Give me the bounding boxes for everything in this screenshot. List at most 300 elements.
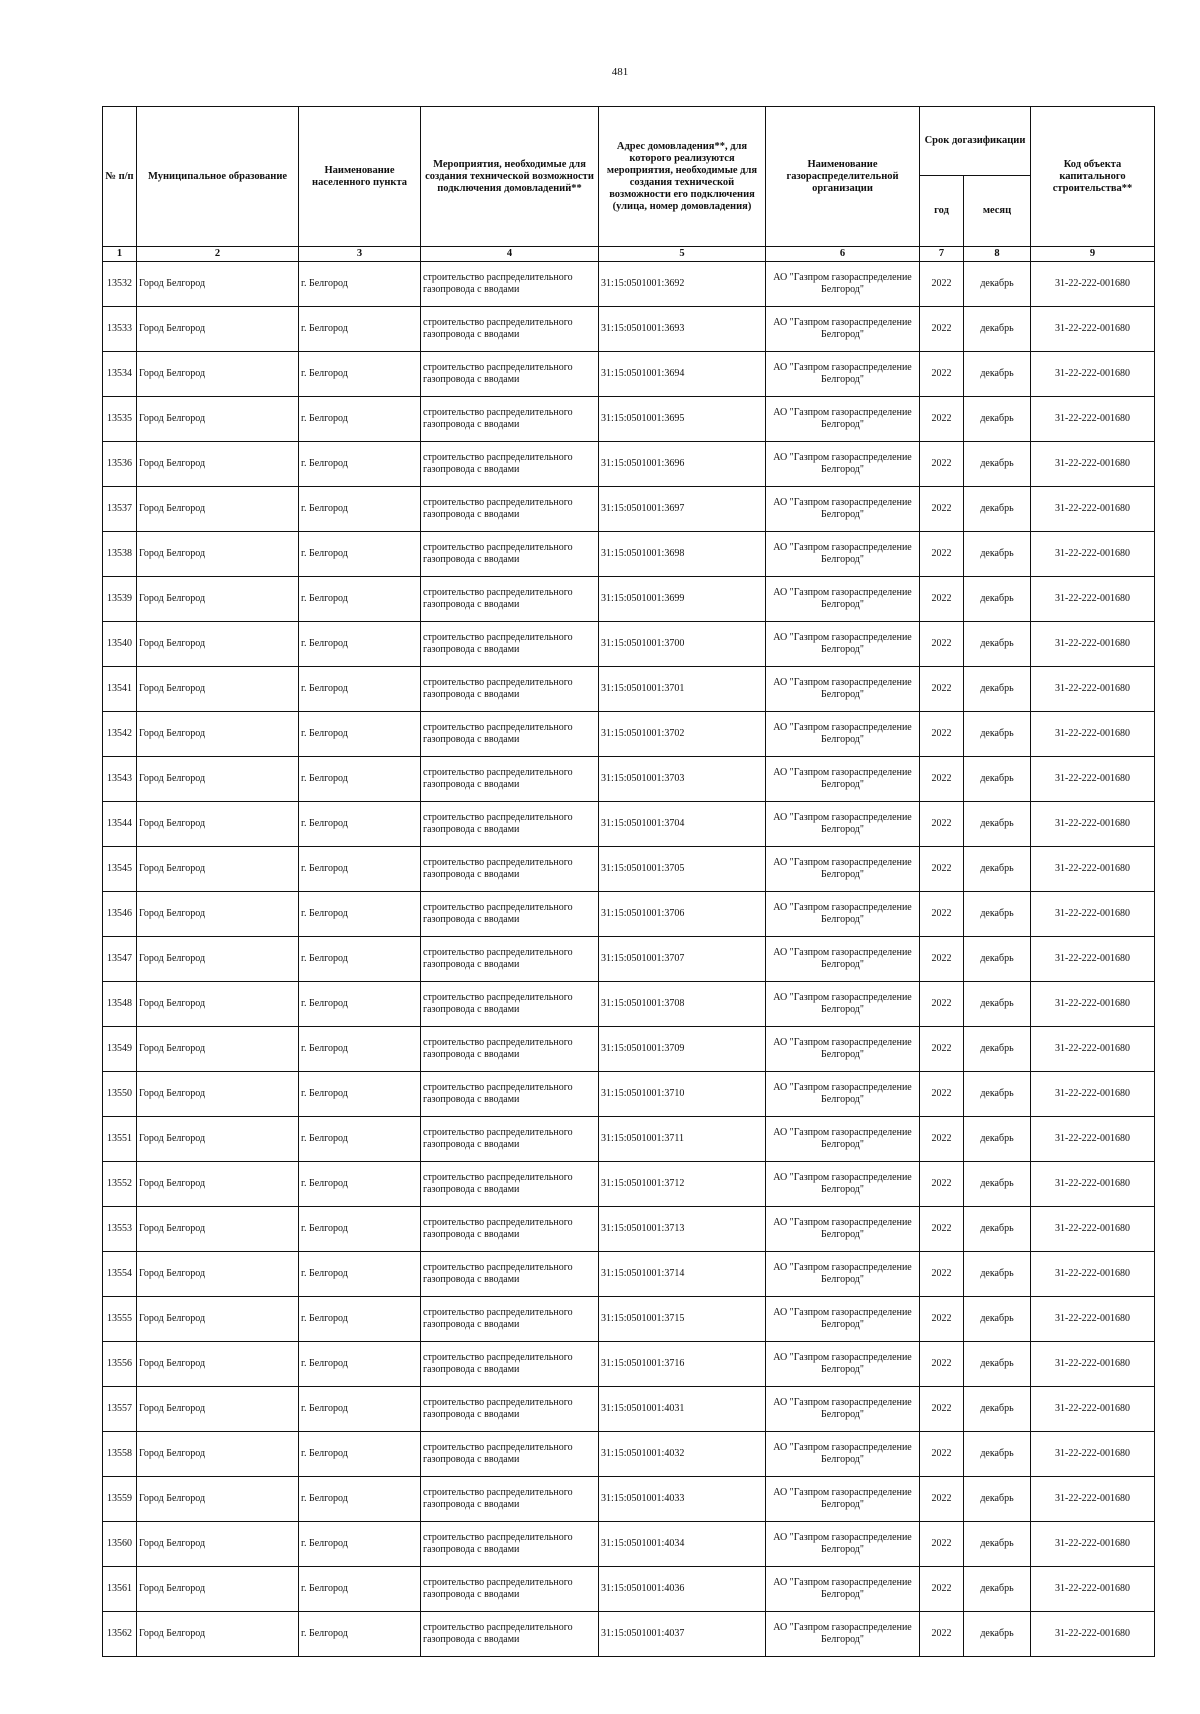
cell-settlement: г. Белгород bbox=[299, 352, 421, 397]
cell-measures: строительство распределительного газопровода с вводами bbox=[421, 1297, 599, 1342]
cell-num: 13549 bbox=[103, 1027, 137, 1072]
cell-num: 13559 bbox=[103, 1477, 137, 1522]
cell-object-code: 31-22-222-001680 bbox=[1031, 1207, 1155, 1252]
table-row bbox=[103, 622, 1155, 667]
cell-object-code: 31-22-222-001680 bbox=[1031, 1297, 1155, 1342]
table-row bbox=[103, 1072, 1155, 1117]
cell-num: 13552 bbox=[103, 1162, 137, 1207]
cell-num: 13541 bbox=[103, 667, 137, 712]
cell-object-code: 31-22-222-001680 bbox=[1031, 1072, 1155, 1117]
cell-num: 13533 bbox=[103, 307, 137, 352]
table-row bbox=[103, 1342, 1155, 1387]
cell-address: 31:15:0501001:3694 bbox=[599, 352, 766, 397]
cell-settlement: г. Белгород bbox=[299, 937, 421, 982]
cell-measures: строительство распределительного газопровода с вводами bbox=[421, 352, 599, 397]
cell-object-code: 31-22-222-001680 bbox=[1031, 1117, 1155, 1162]
cell-measures: строительство распределительного газопровода с вводами bbox=[421, 1612, 599, 1657]
column-number: 2 bbox=[137, 247, 299, 262]
cell-num: 13554 bbox=[103, 1252, 137, 1297]
table-row bbox=[103, 667, 1155, 712]
cell-municipality: Город Белгород bbox=[137, 307, 299, 352]
cell-municipality: Город Белгород bbox=[137, 1387, 299, 1432]
column-number: 6 bbox=[766, 247, 920, 262]
cell-measures: строительство распределительного газопровода с вводами bbox=[421, 307, 599, 352]
table-row bbox=[103, 1522, 1155, 1567]
cell-gas-org: АО "Газпром газораспределение Белгород" bbox=[766, 532, 920, 577]
column-number: 5 bbox=[599, 247, 766, 262]
cell-address: 31:15:0501001:3698 bbox=[599, 532, 766, 577]
cell-object-code: 31-22-222-001680 bbox=[1031, 1612, 1155, 1657]
cell-month: декабрь bbox=[964, 1477, 1031, 1522]
cell-month: декабрь bbox=[964, 802, 1031, 847]
cell-measures: строительство распределительного газопровода с вводами bbox=[421, 1477, 599, 1522]
header-year: год bbox=[920, 176, 964, 247]
cell-municipality: Город Белгород bbox=[137, 1252, 299, 1297]
cell-municipality: Город Белгород bbox=[137, 1477, 299, 1522]
cell-month: декабрь bbox=[964, 1252, 1031, 1297]
cell-address: 31:15:0501001:3713 bbox=[599, 1207, 766, 1252]
cell-num: 13555 bbox=[103, 1297, 137, 1342]
cell-address: 31:15:0501001:3705 bbox=[599, 847, 766, 892]
cell-gas-org: АО "Газпром газораспределение Белгород" bbox=[766, 982, 920, 1027]
cell-municipality: Город Белгород bbox=[137, 847, 299, 892]
cell-object-code: 31-22-222-001680 bbox=[1031, 667, 1155, 712]
cell-month: декабрь bbox=[964, 1342, 1031, 1387]
cell-measures: строительство распределительного газопровода с вводами bbox=[421, 1027, 599, 1072]
cell-address: 31:15:0501001:3696 bbox=[599, 442, 766, 487]
cell-object-code: 31-22-222-001680 bbox=[1031, 622, 1155, 667]
cell-address: 31:15:0501001:3706 bbox=[599, 892, 766, 937]
cell-num: 13558 bbox=[103, 1432, 137, 1477]
cell-year: 2022 bbox=[920, 802, 964, 847]
cell-measures: строительство распределительного газопровода с вводами bbox=[421, 577, 599, 622]
cell-settlement: г. Белгород bbox=[299, 712, 421, 757]
cell-num: 13550 bbox=[103, 1072, 137, 1117]
cell-gas-org: АО "Газпром газораспределение Белгород" bbox=[766, 442, 920, 487]
cell-municipality: Город Белгород bbox=[137, 1297, 299, 1342]
cell-address: 31:15:0501001:4031 bbox=[599, 1387, 766, 1432]
cell-num: 13537 bbox=[103, 487, 137, 532]
header-deadline: Срок догазификации bbox=[920, 107, 1031, 176]
cell-gas-org: АО "Газпром газораспределение Белгород" bbox=[766, 1612, 920, 1657]
cell-year: 2022 bbox=[920, 1117, 964, 1162]
cell-month: декабрь bbox=[964, 487, 1031, 532]
cell-object-code: 31-22-222-001680 bbox=[1031, 487, 1155, 532]
cell-gas-org: АО "Газпром газораспределение Белгород" bbox=[766, 1072, 920, 1117]
table-row bbox=[103, 532, 1155, 577]
cell-month: декабрь bbox=[964, 577, 1031, 622]
cell-year: 2022 bbox=[920, 667, 964, 712]
cell-settlement: г. Белгород bbox=[299, 262, 421, 307]
table-row bbox=[103, 802, 1155, 847]
cell-settlement: г. Белгород bbox=[299, 1297, 421, 1342]
cell-month: декабрь bbox=[964, 712, 1031, 757]
cell-num: 13560 bbox=[103, 1522, 137, 1567]
cell-settlement: г. Белгород bbox=[299, 757, 421, 802]
cell-object-code: 31-22-222-001680 bbox=[1031, 352, 1155, 397]
cell-month: декабрь bbox=[964, 442, 1031, 487]
cell-address: 31:15:0501001:3695 bbox=[599, 397, 766, 442]
cell-month: декабрь bbox=[964, 532, 1031, 577]
cell-month: декабрь bbox=[964, 1612, 1031, 1657]
cell-gas-org: АО "Газпром газораспределение Белгород" bbox=[766, 1342, 920, 1387]
cell-settlement: г. Белгород bbox=[299, 577, 421, 622]
cell-settlement: г. Белгород bbox=[299, 982, 421, 1027]
cell-gas-org: АО "Газпром газораспределение Белгород" bbox=[766, 1522, 920, 1567]
table-row bbox=[103, 577, 1155, 622]
cell-num: 13556 bbox=[103, 1342, 137, 1387]
cell-address: 31:15:0501001:3692 bbox=[599, 262, 766, 307]
cell-month: декабрь bbox=[964, 982, 1031, 1027]
table-row bbox=[103, 1207, 1155, 1252]
cell-address: 31:15:0501001:3715 bbox=[599, 1297, 766, 1342]
cell-measures: строительство распределительного газопровода с вводами bbox=[421, 1567, 599, 1612]
cell-num: 13562 bbox=[103, 1612, 137, 1657]
cell-month: декабрь bbox=[964, 1117, 1031, 1162]
cell-settlement: г. Белгород bbox=[299, 532, 421, 577]
cell-object-code: 31-22-222-001680 bbox=[1031, 577, 1155, 622]
table-row bbox=[103, 307, 1155, 352]
cell-address: 31:15:0501001:3714 bbox=[599, 1252, 766, 1297]
cell-month: декабрь bbox=[964, 892, 1031, 937]
cell-gas-org: АО "Газпром газораспределение Белгород" bbox=[766, 1387, 920, 1432]
table-row bbox=[103, 442, 1155, 487]
cell-measures: строительство распределительного газопровода с вводами bbox=[421, 622, 599, 667]
cell-num: 13539 bbox=[103, 577, 137, 622]
cell-year: 2022 bbox=[920, 1477, 964, 1522]
cell-object-code: 31-22-222-001680 bbox=[1031, 1567, 1155, 1612]
cell-object-code: 31-22-222-001680 bbox=[1031, 1522, 1155, 1567]
cell-gas-org: АО "Газпром газораспределение Белгород" bbox=[766, 712, 920, 757]
cell-measures: строительство распределительного газопровода с вводами bbox=[421, 1387, 599, 1432]
cell-num: 13540 bbox=[103, 622, 137, 667]
cell-address: 31:15:0501001:3716 bbox=[599, 1342, 766, 1387]
cell-year: 2022 bbox=[920, 1162, 964, 1207]
cell-address: 31:15:0501001:3703 bbox=[599, 757, 766, 802]
cell-measures: строительство распределительного газопровода с вводами bbox=[421, 937, 599, 982]
cell-num: 13532 bbox=[103, 262, 137, 307]
cell-object-code: 31-22-222-001680 bbox=[1031, 1432, 1155, 1477]
table-row bbox=[103, 847, 1155, 892]
cell-settlement: г. Белгород bbox=[299, 1027, 421, 1072]
cell-num: 13551 bbox=[103, 1117, 137, 1162]
cell-gas-org: АО "Газпром газораспределение Белгород" bbox=[766, 847, 920, 892]
cell-municipality: Город Белгород bbox=[137, 352, 299, 397]
cell-measures: строительство распределительного газопровода с вводами bbox=[421, 397, 599, 442]
cell-address: 31:15:0501001:3697 bbox=[599, 487, 766, 532]
cell-num: 13535 bbox=[103, 397, 137, 442]
cell-measures: строительство распределительного газопровода с вводами bbox=[421, 442, 599, 487]
cell-num: 13546 bbox=[103, 892, 137, 937]
cell-municipality: Город Белгород bbox=[137, 397, 299, 442]
cell-settlement: г. Белгород bbox=[299, 1612, 421, 1657]
cell-year: 2022 bbox=[920, 1252, 964, 1297]
cell-num: 13557 bbox=[103, 1387, 137, 1432]
table-row bbox=[103, 982, 1155, 1027]
cell-month: декабрь bbox=[964, 1297, 1031, 1342]
cell-num: 13534 bbox=[103, 352, 137, 397]
cell-year: 2022 bbox=[920, 622, 964, 667]
cell-settlement: г. Белгород bbox=[299, 1342, 421, 1387]
cell-municipality: Город Белгород bbox=[137, 1117, 299, 1162]
cell-address: 31:15:0501001:4036 bbox=[599, 1567, 766, 1612]
table-row bbox=[103, 712, 1155, 757]
cell-gas-org: АО "Газпром газораспределение Белгород" bbox=[766, 1252, 920, 1297]
cell-month: декабрь bbox=[964, 307, 1031, 352]
cell-object-code: 31-22-222-001680 bbox=[1031, 847, 1155, 892]
cell-settlement: г. Белгород bbox=[299, 487, 421, 532]
cell-gas-org: АО "Газпром газораспределение Белгород" bbox=[766, 1117, 920, 1162]
cell-year: 2022 bbox=[920, 937, 964, 982]
cell-gas-org: АО "Газпром газораспределение Белгород" bbox=[766, 397, 920, 442]
cell-month: декабрь bbox=[964, 1387, 1031, 1432]
header-month: месяц bbox=[964, 176, 1031, 247]
cell-year: 2022 bbox=[920, 757, 964, 802]
cell-gas-org: АО "Газпром газораспределение Белгород" bbox=[766, 1567, 920, 1612]
cell-month: декабрь bbox=[964, 262, 1031, 307]
cell-address: 31:15:0501001:3702 bbox=[599, 712, 766, 757]
cell-year: 2022 bbox=[920, 847, 964, 892]
cell-settlement: г. Белгород bbox=[299, 442, 421, 487]
header-object-code: Код объекта капитального строительства** bbox=[1031, 107, 1155, 247]
cell-object-code: 31-22-222-001680 bbox=[1031, 442, 1155, 487]
table-row bbox=[103, 1117, 1155, 1162]
cell-municipality: Город Белгород bbox=[137, 262, 299, 307]
table-row bbox=[103, 352, 1155, 397]
cell-measures: строительство распределительного газопровода с вводами bbox=[421, 982, 599, 1027]
cell-settlement: г. Белгород bbox=[299, 1207, 421, 1252]
page-number: 481 bbox=[611, 66, 629, 78]
cell-month: декабрь bbox=[964, 847, 1031, 892]
cell-address: 31:15:0501001:4032 bbox=[599, 1432, 766, 1477]
column-number: 7 bbox=[920, 247, 964, 262]
table-row bbox=[103, 487, 1155, 532]
cell-address: 31:15:0501001:4037 bbox=[599, 1612, 766, 1657]
cell-gas-org: АО "Газпром газораспределение Белгород" bbox=[766, 352, 920, 397]
cell-year: 2022 bbox=[920, 1297, 964, 1342]
cell-month: декабрь bbox=[964, 352, 1031, 397]
cell-settlement: г. Белгород bbox=[299, 307, 421, 352]
header-measures: Мероприятия, необходимые для создания технической возможности подключения домовладений** bbox=[421, 107, 599, 247]
cell-month: декабрь bbox=[964, 1432, 1031, 1477]
column-number: 1 bbox=[103, 247, 137, 262]
cell-year: 2022 bbox=[920, 397, 964, 442]
cell-measures: строительство распределительного газопровода с вводами bbox=[421, 1522, 599, 1567]
header-municipality: Муниципальное образование bbox=[137, 107, 299, 247]
cell-gas-org: АО "Газпром газораспределение Белгород" bbox=[766, 1477, 920, 1522]
cell-measures: строительство распределительного газопровода с вводами bbox=[421, 1072, 599, 1117]
table-row bbox=[103, 937, 1155, 982]
cell-month: декабрь bbox=[964, 667, 1031, 712]
cell-settlement: г. Белгород bbox=[299, 622, 421, 667]
cell-municipality: Город Белгород bbox=[137, 802, 299, 847]
cell-gas-org: АО "Газпром газораспределение Белгород" bbox=[766, 1297, 920, 1342]
cell-object-code: 31-22-222-001680 bbox=[1031, 802, 1155, 847]
table-row bbox=[103, 1612, 1155, 1657]
header-address: Адрес домовладения**, для которого реализуются мероприятия, необходимые для создания технической возможности его подключения (улица, номер домовладения) bbox=[599, 107, 766, 247]
cell-measures: строительство распределительного газопровода с вводами bbox=[421, 1342, 599, 1387]
cell-num: 13545 bbox=[103, 847, 137, 892]
table-row bbox=[103, 1162, 1155, 1207]
cell-municipality: Город Белгород bbox=[137, 937, 299, 982]
cell-month: декабрь bbox=[964, 397, 1031, 442]
cell-measures: строительство распределительного газопровода с вводами bbox=[421, 532, 599, 577]
cell-municipality: Город Белгород bbox=[137, 1072, 299, 1117]
cell-address: 31:15:0501001:3704 bbox=[599, 802, 766, 847]
table-row bbox=[103, 892, 1155, 937]
cell-month: декабрь bbox=[964, 937, 1031, 982]
cell-gas-org: АО "Газпром газораспределение Белгород" bbox=[766, 937, 920, 982]
cell-object-code: 31-22-222-001680 bbox=[1031, 1252, 1155, 1297]
cell-object-code: 31-22-222-001680 bbox=[1031, 1162, 1155, 1207]
cell-object-code: 31-22-222-001680 bbox=[1031, 712, 1155, 757]
column-number: 9 bbox=[1031, 247, 1155, 262]
cell-settlement: г. Белгород bbox=[299, 667, 421, 712]
cell-year: 2022 bbox=[920, 1522, 964, 1567]
cell-month: декабрь bbox=[964, 1567, 1031, 1612]
cell-settlement: г. Белгород bbox=[299, 1387, 421, 1432]
cell-address: 31:15:0501001:3707 bbox=[599, 937, 766, 982]
cell-municipality: Город Белгород bbox=[137, 622, 299, 667]
cell-measures: строительство распределительного газопровода с вводами bbox=[421, 1117, 599, 1162]
cell-measures: строительство распределительного газопровода с вводами bbox=[421, 1252, 599, 1297]
cell-municipality: Город Белгород bbox=[137, 1612, 299, 1657]
cell-measures: строительство распределительного газопровода с вводами bbox=[421, 712, 599, 757]
cell-month: декабрь bbox=[964, 1522, 1031, 1567]
cell-num: 13548 bbox=[103, 982, 137, 1027]
cell-gas-org: АО "Газпром газораспределение Белгород" bbox=[766, 667, 920, 712]
cell-address: 31:15:0501001:3709 bbox=[599, 1027, 766, 1072]
cell-municipality: Город Белгород bbox=[137, 442, 299, 487]
cell-municipality: Город Белгород bbox=[137, 1567, 299, 1612]
cell-year: 2022 bbox=[920, 1567, 964, 1612]
table-row bbox=[103, 1387, 1155, 1432]
cell-settlement: г. Белгород bbox=[299, 1567, 421, 1612]
cell-num: 13561 bbox=[103, 1567, 137, 1612]
cell-month: декабрь bbox=[964, 1072, 1031, 1117]
cell-year: 2022 bbox=[920, 487, 964, 532]
cell-municipality: Город Белгород bbox=[137, 892, 299, 937]
cell-address: 31:15:0501001:3708 bbox=[599, 982, 766, 1027]
cell-settlement: г. Белгород bbox=[299, 802, 421, 847]
cell-municipality: Город Белгород bbox=[137, 982, 299, 1027]
cell-settlement: г. Белгород bbox=[299, 1432, 421, 1477]
cell-address: 31:15:0501001:4034 bbox=[599, 1522, 766, 1567]
cell-measures: строительство распределительного газопровода с вводами bbox=[421, 1432, 599, 1477]
cell-settlement: г. Белгород bbox=[299, 1477, 421, 1522]
cell-month: декабрь bbox=[964, 757, 1031, 802]
cell-gas-org: АО "Газпром газораспределение Белгород" bbox=[766, 307, 920, 352]
cell-measures: строительство распределительного газопровода с вводами bbox=[421, 847, 599, 892]
gasification-table bbox=[102, 106, 1155, 1657]
cell-gas-org: АО "Газпром газораспределение Белгород" bbox=[766, 487, 920, 532]
cell-measures: строительство распределительного газопровода с вводами bbox=[421, 802, 599, 847]
cell-settlement: г. Белгород bbox=[299, 1252, 421, 1297]
cell-municipality: Город Белгород bbox=[137, 1522, 299, 1567]
cell-object-code: 31-22-222-001680 bbox=[1031, 937, 1155, 982]
cell-year: 2022 bbox=[920, 262, 964, 307]
cell-year: 2022 bbox=[920, 1207, 964, 1252]
table-row bbox=[103, 397, 1155, 442]
cell-address: 31:15:0501001:3700 bbox=[599, 622, 766, 667]
cell-municipality: Город Белгород bbox=[137, 1162, 299, 1207]
column-number: 8 bbox=[964, 247, 1031, 262]
cell-num: 13536 bbox=[103, 442, 137, 487]
cell-address: 31:15:0501001:3701 bbox=[599, 667, 766, 712]
cell-month: декабрь bbox=[964, 1207, 1031, 1252]
cell-year: 2022 bbox=[920, 307, 964, 352]
cell-year: 2022 bbox=[920, 1342, 964, 1387]
cell-settlement: г. Белгород bbox=[299, 847, 421, 892]
cell-year: 2022 bbox=[920, 892, 964, 937]
cell-year: 2022 bbox=[920, 352, 964, 397]
cell-settlement: г. Белгород bbox=[299, 1117, 421, 1162]
cell-measures: строительство распределительного газопровода с вводами bbox=[421, 667, 599, 712]
cell-object-code: 31-22-222-001680 bbox=[1031, 982, 1155, 1027]
cell-address: 31:15:0501001:3710 bbox=[599, 1072, 766, 1117]
cell-address: 31:15:0501001:3711 bbox=[599, 1117, 766, 1162]
cell-object-code: 31-22-222-001680 bbox=[1031, 1387, 1155, 1432]
cell-gas-org: АО "Газпром газораспределение Белгород" bbox=[766, 1162, 920, 1207]
cell-measures: строительство распределительного газопровода с вводами bbox=[421, 487, 599, 532]
table-row bbox=[103, 262, 1155, 307]
cell-settlement: г. Белгород bbox=[299, 397, 421, 442]
cell-year: 2022 bbox=[920, 442, 964, 487]
cell-object-code: 31-22-222-001680 bbox=[1031, 532, 1155, 577]
cell-gas-org: АО "Газпром газораспределение Белгород" bbox=[766, 757, 920, 802]
header-gas-org: Наименование газораспределительной организации bbox=[766, 107, 920, 247]
cell-measures: строительство распределительного газопровода с вводами bbox=[421, 262, 599, 307]
cell-year: 2022 bbox=[920, 982, 964, 1027]
cell-municipality: Город Белгород bbox=[137, 1432, 299, 1477]
header-settlement: Наименование населенного пункта bbox=[299, 107, 421, 247]
table-row bbox=[103, 1477, 1155, 1522]
column-number: 4 bbox=[421, 247, 599, 262]
table-row bbox=[103, 1432, 1155, 1477]
cell-object-code: 31-22-222-001680 bbox=[1031, 757, 1155, 802]
cell-settlement: г. Белгород bbox=[299, 1072, 421, 1117]
table-row bbox=[103, 757, 1155, 802]
cell-year: 2022 bbox=[920, 1612, 964, 1657]
cell-municipality: Город Белгород bbox=[137, 487, 299, 532]
cell-year: 2022 bbox=[920, 1072, 964, 1117]
cell-year: 2022 bbox=[920, 532, 964, 577]
cell-settlement: г. Белгород bbox=[299, 892, 421, 937]
cell-address: 31:15:0501001:3693 bbox=[599, 307, 766, 352]
table-row bbox=[103, 1252, 1155, 1297]
column-number: 3 bbox=[299, 247, 421, 262]
cell-object-code: 31-22-222-001680 bbox=[1031, 1477, 1155, 1522]
cell-object-code: 31-22-222-001680 bbox=[1031, 397, 1155, 442]
table-row bbox=[103, 1297, 1155, 1342]
cell-num: 13547 bbox=[103, 937, 137, 982]
header-num: № п/п bbox=[103, 107, 137, 247]
cell-gas-org: АО "Газпром газораспределение Белгород" bbox=[766, 622, 920, 667]
cell-address: 31:15:0501001:3699 bbox=[599, 577, 766, 622]
table-row bbox=[103, 1567, 1155, 1612]
cell-object-code: 31-22-222-001680 bbox=[1031, 307, 1155, 352]
cell-measures: строительство распределительного газопровода с вводами bbox=[421, 1207, 599, 1252]
cell-settlement: г. Белгород bbox=[299, 1522, 421, 1567]
cell-gas-org: АО "Газпром газораспределение Белгород" bbox=[766, 577, 920, 622]
cell-year: 2022 bbox=[920, 712, 964, 757]
cell-gas-org: АО "Газпром газораспределение Белгород" bbox=[766, 262, 920, 307]
cell-num: 13543 bbox=[103, 757, 137, 802]
cell-measures: строительство распределительного газопровода с вводами bbox=[421, 892, 599, 937]
cell-object-code: 31-22-222-001680 bbox=[1031, 1342, 1155, 1387]
cell-gas-org: АО "Газпром газораспределение Белгород" bbox=[766, 892, 920, 937]
cell-gas-org: АО "Газпром газораспределение Белгород" bbox=[766, 802, 920, 847]
